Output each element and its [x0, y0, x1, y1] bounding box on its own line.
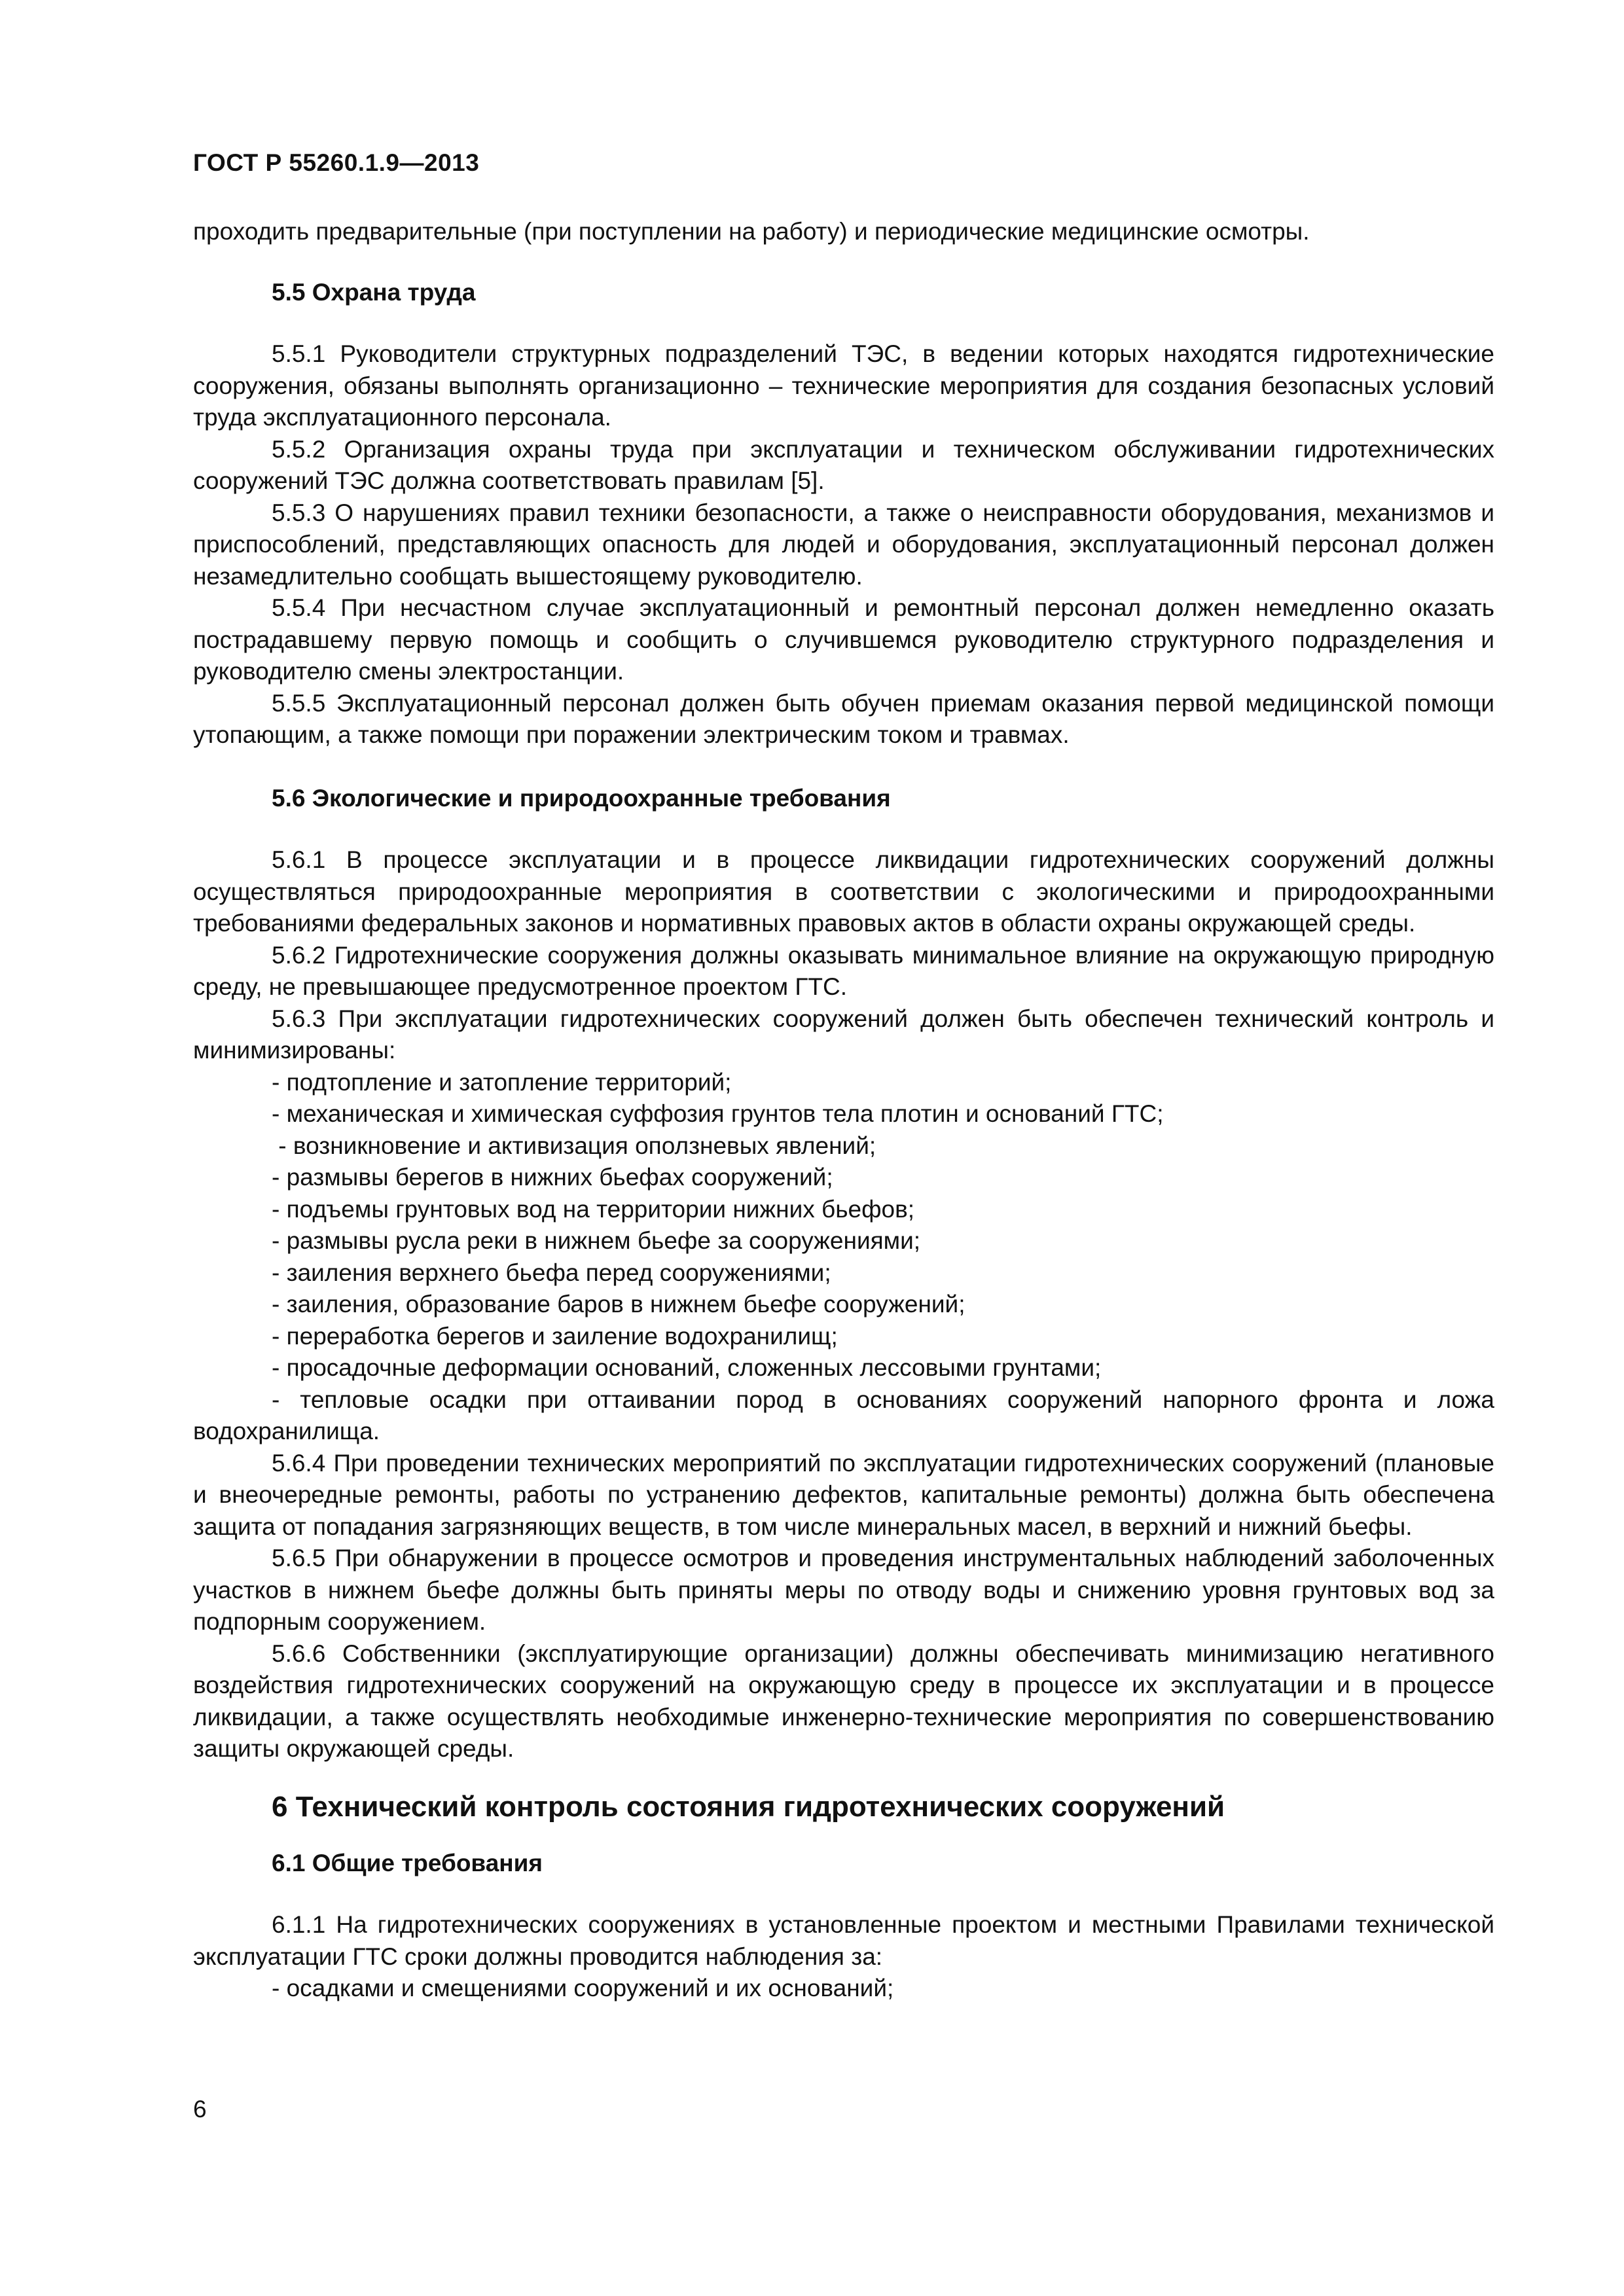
list-5-6-3 [193, 1067, 1494, 1448]
list-item: - просадочные деформации оснований, сложенных лессовыми грунтами; [272, 1354, 1102, 1381]
paragraph-5-6-3: 5.6.3 При эксплуатации гидротехнических сооружений должен быть обеспечен технический контроль и минимизированы: [193, 1005, 1494, 1064]
list-item: - размывы русла реки в нижнем бьефе за сооружениями; [272, 1227, 921, 1254]
intro-paragraph: проходить предварительные (при поступлении на работу) и периодические медицинские осмотры. [193, 218, 1310, 245]
list-item: - осадками и смещениями сооружений и их оснований; [272, 1975, 894, 2001]
list-item: - переработка берегов и заиление водохранилищ; [272, 1322, 838, 1350]
paragraph-5-5-4: 5.5.4 При несчастном случае эксплуатационный и ремонтный персонал должен немедленно оказать пострадавшему первую помощь и сообщить о случившемся руководителю структурного подразделения и руководителю смены электростанции. [193, 594, 1494, 685]
paragraph-5-5-1: 5.5.1 Руководители структурных подразделений ТЭС, в ведении которых находятся гидротехнические сооружения, обязаны выполнять организационно – технические мероприятия для создания безопасных условий труда эксплуатационного персонала. [193, 340, 1494, 431]
paragraph-5-6-2: 5.6.2 Гидротехнические сооружения должны оказывать минимальное влияние на окружающую природную среду, не превышающее предусмотренное проектом ГТС. [193, 941, 1494, 1000]
list-item: - заиления верхнего бьефа перед сооружениями; [272, 1259, 831, 1286]
list-item: - подъемы грунтовых вод на территории нижних бьефов; [272, 1195, 915, 1223]
paragraph-5-6-5: 5.6.5 При обнаружении в процессе осмотров и проведения инструментальных наблюдений заболоченных участков в нижнем бьефе должны быть приняты меры по отводу воды и снижению уровня грунтовых вод за подпорным сооружением. [193, 1545, 1494, 1635]
paragraph-5-6-4: 5.6.4 При проведении технических мероприятий по эксплуатации гидротехнических сооружений (плановые и внеочередные ремонты, работы по устранению дефектов, капитальные ремонты) должна быть обеспечена защита от попадания загрязняющих веществ, в том числе минеральных масел, в верхний и нижний бьефы. [193, 1449, 1494, 1540]
section-5-5-title: 5.5 Охрана труда [272, 278, 476, 306]
paragraph-5-5-3: 5.5.3 О нарушениях правил техники безопасности, а также о неисправности оборудования, механизмов и приспособлений, представляющих опасность для людей и оборудования, эксплуатационный персонал должен незамедлительно сообщать вышестоящему руководителю. [193, 499, 1494, 590]
list-item: - возникновение и активизация оползневых явлений; [272, 1132, 876, 1159]
section-6-1-title: 6.1 Общие требования [272, 1849, 543, 1876]
paragraph-5-6-6: 5.6.6 Собственники (эксплуатирующие организации) должны обеспечивать минимизацию негативного воздействия гидротехнических сооружений на окружающую среду в процессе их эксплуатации и в процессе ликвидации, а также осуществлять необходимые инженерно-технические мероприятия по совершенствованию защиты окружающей среды. [193, 1640, 1494, 1762]
paragraph-5-6-1: 5.6.1 В процессе эксплуатации и в процессе ликвидации гидротехнических сооружений должны осуществляться природоохранные мероприятия в соответствии с экологическими и природоохранными требованиями федеральных законов и нормативных правовых актов в области охраны окружающей среды. [193, 846, 1494, 937]
list-item: - размывы берегов в нижних бьефах сооружений; [272, 1164, 833, 1191]
section-5-6-title: 5.6 Экологические и природоохранные требования [272, 784, 891, 812]
page-number: 6 [193, 2096, 207, 2123]
list-item: - заиления, образование баров в нижнем бьефе сооружений; [272, 1291, 965, 1318]
chapter-6-title: 6 Технический контроль состояния гидротехнических сооружений [272, 1790, 1225, 1823]
paragraph-5-5-5: 5.5.5 Эксплуатационный персонал должен быть обучен приемам оказания первой медицинской помощи утопающим, а также помощи при поражении электрическим током и травмах. [193, 689, 1494, 748]
list-item: - подтопление и затопление территорий; [272, 1068, 732, 1096]
document-header: ГОСТ Р 55260.1.9—2013 [193, 149, 480, 176]
list-item: - механическая и химическая суффозия грунтов тела плотин и оснований ГТС; [272, 1100, 1164, 1127]
list-item: - тепловые осадки при оттаивании пород в основаниях сооружений напорного фронта и ложа водохранилища. [193, 1386, 1494, 1444]
paragraph-5-5-2: 5.5.2 Организация охраны труда при эксплуатации и техническом обслуживании гидротехнических сооружений ТЭС должна соответствовать правилам [5]. [193, 435, 1494, 494]
document-page [193, 0, 1494, 2296]
document-body [193, 216, 1494, 2005]
paragraph-6-1-1: 6.1.1 На гидротехнических сооружениях в установленные проектом и местными Правилами технической эксплуатации ГТС сроки должны проводится наблюдения за: [193, 1911, 1494, 1970]
